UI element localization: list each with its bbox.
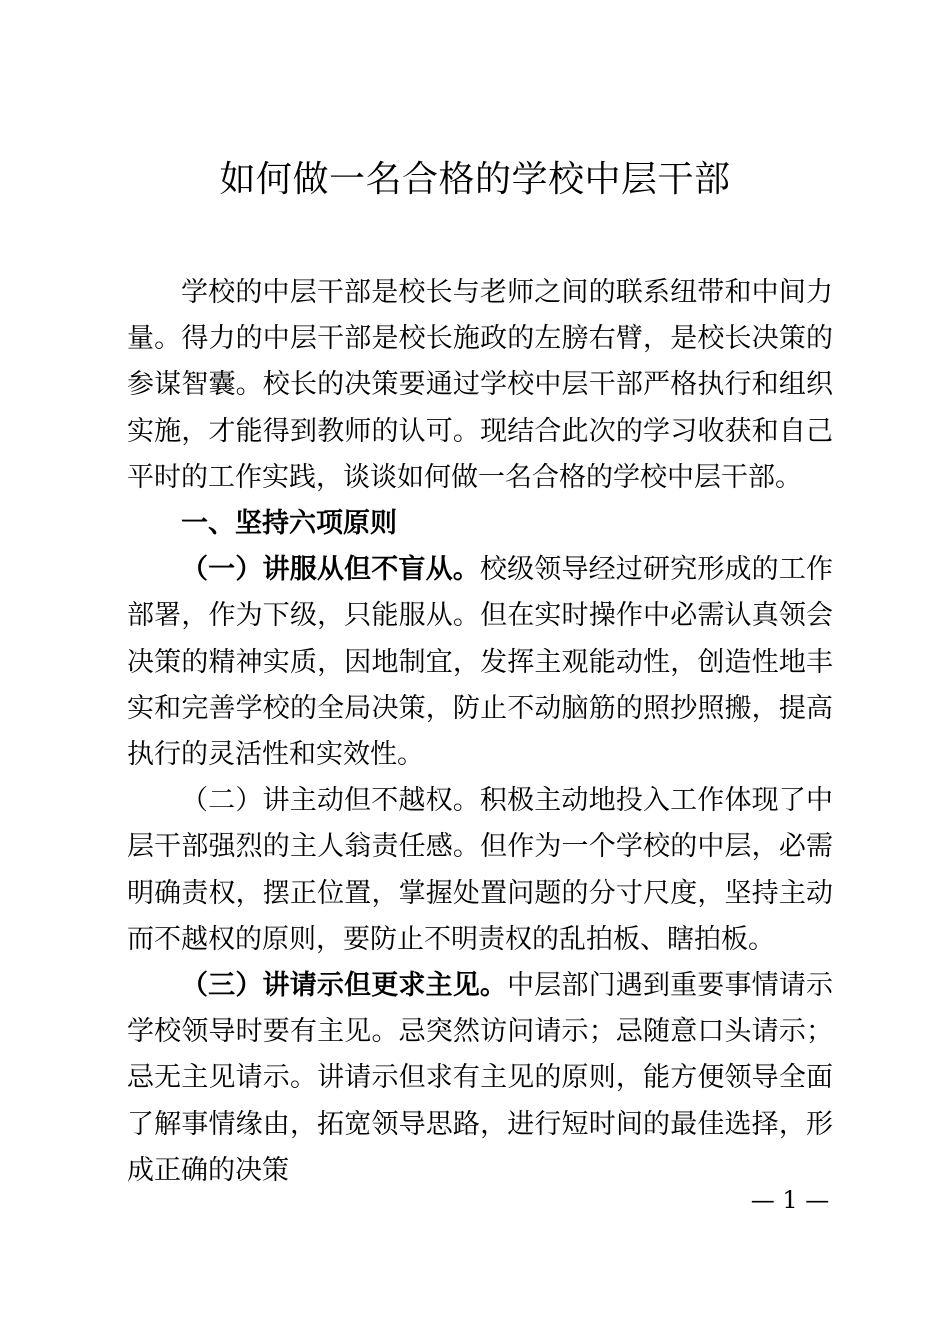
principle-paragraph-3	[127, 963, 833, 1194]
intro-paragraph: 学校的中层干部是校长与老师之间的联系纽带和中间力量。得力的中层干部是校长施政的左膀右臂，是校长决策的参谋智囊。校长的决策要通过学校中层干部严格执行和组织实施，才能得到教师的认可。现结合此次的学习收获和自己平时的工作实践，谈谈如何做一名合格的学校中层干部。	[127, 277, 833, 493]
principle-paragraph-2	[127, 778, 833, 963]
page-number: — 1 —	[750, 1186, 830, 1214]
document-body	[127, 270, 833, 1194]
principle-3-text: 中层部门遇到重要事情请示学校领导时要有主见。忌突然访问请示；忌随意口头请示；忌无主见请示。讲请示但求有主见的原则，能方便领导全面了解事情缘由，拓宽领导思路，进行短时间的最佳选择，形成正确的决策	[127, 970, 834, 1186]
principle-3-lead: （三）讲请示但更求主见。	[181, 970, 508, 1002]
principle-2-text: （二）讲主动但不越权。积极主动地投入工作体现了中层干部强烈的主人翁责任感。但作为一个学校的中层，必需明确责权，摆正位置，掌握处置问题的分寸尺度，坚持主动而不越权的原则，要防止不明责权的乱拍板、瞎拍板。	[127, 785, 833, 955]
principle-1-lead: （一）讲服从但不盲从。	[181, 554, 480, 586]
document-title: 如何做一名合格的学校中层干部	[219, 159, 731, 200]
principle-paragraph-1	[127, 547, 833, 778]
section-heading: 一、坚持六项原则	[181, 508, 397, 540]
principle-1-text: 校级领导经过研究形成的工作部署，作为下级，只能服从。但在实时操作中必需认真领会决策的精神实质，因地制宜，发挥主观能动性，创造性地丰实和完善学校的全局决策，防止不动脑筋的照抄照搬，提高执行的灵活性和实效性。	[127, 554, 834, 771]
